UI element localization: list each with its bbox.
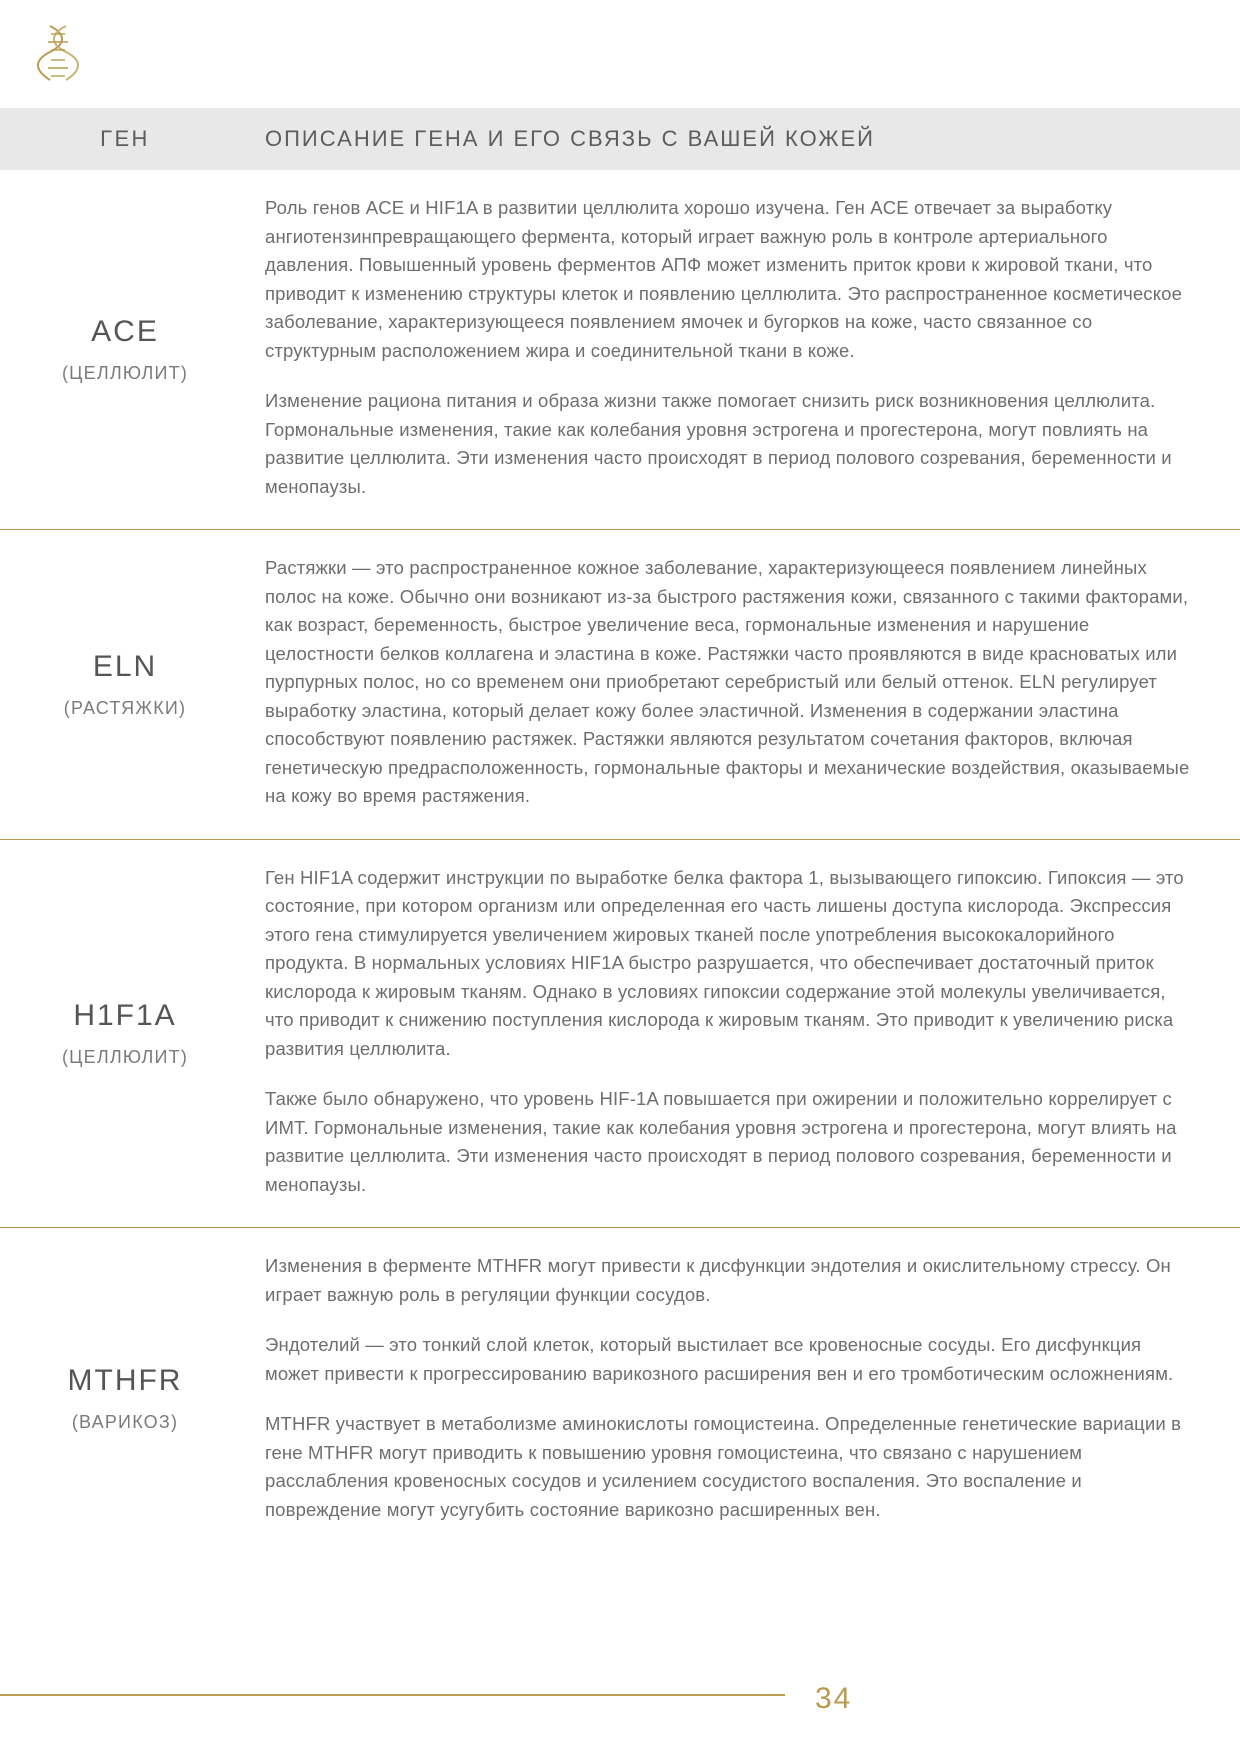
description-paragraph: Также было обнаружено, что уровень HIF-1A повышается при ожирении и положительно коррелирует с ИМТ. Гормональные изменения, такие как колебания уровня эстрогена и прогестерона, могут влиять на развитие целлюлита. Эти изменения часто происходят в период полового созревания, беременности и менопаузы. — [265, 1088, 1177, 1195]
gene-cell — [0, 999, 250, 1068]
column-header-description: ОПИСАНИЕ ГЕНА И ЕГО СВЯЗЬ С ВАШЕЙ КОЖЕЙ — [265, 126, 875, 151]
gene-name: ACE — [91, 315, 159, 348]
gene-name: ELN — [92, 649, 158, 683]
gene-cell — [0, 650, 250, 719]
page-number: 34 — [815, 1682, 853, 1715]
gene-description — [250, 1228, 1240, 1552]
gene-cell — [0, 1364, 250, 1433]
description-paragraph: Эндотелий — это тонкий слой клеток, который выстилает все кровеносные сосуды. Его дисфункция может привести к прогрессированию варикозного расширения вен и его тромботическим осложнениям. — [265, 1334, 1174, 1384]
page-header — [0, 0, 1240, 108]
gene-name: MTHFR — [67, 1363, 183, 1397]
description-paragraph: MTHFR участвует в метаболизме аминокислоты гомоцистеина. Определенные генетические вариации в гене MTHFR могут приводить к повышению уровня гомоцистеина, что связано с нарушением расслабления кровеносных сосудов и усилением сосудистого воспаления. Это воспаление и повреждение могут усугубить состояние варикозно расширенных вен. — [265, 1413, 1182, 1520]
page-footer — [0, 1634, 1240, 1754]
column-header-gene: ГЕН — [100, 126, 150, 151]
description-paragraph: Изменение рациона питания и образа жизни также помогает снизить риск возникновения целлюлита. Гормональные изменения, такие как колебания уровня эстрогена и прогестерона, могут повлиять на развитие целлюлита. Эти изменения часто происходят в период полового созревания, беременности и менопаузы. — [265, 390, 1172, 497]
table-row — [0, 1228, 1240, 1568]
description-paragraph: Растяжки — это распространенное кожное заболевание, характеризующееся появлением линейных полос на коже. Обычно они возникают из-за быстрого растяжения кожи, связанного с такими факторами, как возраст, беременность, быстрое увеличение веса, гормональные изменения и нарушение целостности белков коллагена и эластина в коже. Растяжки часто проявляются в виде красноватых или пурпурных полос, но со временем они приобретают серебристый или белый оттенок. ELN регулирует выработку эластина, который делает кожу более эластичной. Изменения в содержании эластина способствуют появлению растяжек. Растяжки являются результатом сочетания факторов, включая генетическую предрасположенность, гормональные факторы и механические воздействия, оказываемые на кожу во время растяжения. — [265, 557, 1190, 806]
gene-condition: (ЦЕЛЛЮЛИТ) — [61, 1046, 189, 1067]
gene-name: H1F1A — [73, 998, 177, 1032]
gene-description — [250, 530, 1240, 839]
gene-table-body — [0, 170, 1240, 1568]
table-header-row — [0, 108, 1240, 170]
gene-condition: (РАСТЯЖКИ) — [63, 697, 187, 718]
description-paragraph: Изменения в ферменте MTHFR могут привести к дисфункции эндотелия и окислительному стрессу. Он играет важную роль в регуляции функции сосудов. — [265, 1255, 1171, 1305]
table-row — [0, 170, 1240, 530]
gene-description — [250, 170, 1240, 529]
dna-helix-icon — [36, 22, 82, 84]
description-paragraph: Ген HIF1A содержит инструкции по выработке белка фактора 1, вызывающего гипоксию. Гипоксия — это состояние, при котором организм или определенная его часть лишены доступа кислорода. Экспрессия этого гена стимулируется увеличением жировых тканей после употребления высококалорийного продукта. В нормальных условиях HIF1A быстро разрушается, что обеспечивает достаточный приток кислорода к жировым тканям. Однако в условиях гипоксии содержание этой молекулы увеличивается, что приводит к снижению поступления кислорода к жировым тканям. Это приводит к увеличению риска развития целлюлита. — [265, 866, 1184, 1059]
description-paragraph: Роль генов ACE и HIF1A в развитии целлюлита хорошо изучена. Ген ACE отвечает за выработку ангиотензинпревращающего фермента, который играет важную роль в контроле артериального давления. Повышенный уровень ферментов АПФ может изменить приток крови к жировой ткани, что приводит к изменению структуры клеток и появлению целлюлита. Это распространенное косметическое заболевание, характеризующееся появлением ямочек и бугорков на коже, часто связанное со структурным расположением жира и соединительной ткани в коже. — [265, 197, 1183, 361]
gene-description — [250, 840, 1240, 1228]
gene-condition: (ВАРИКОЗ) — [71, 1411, 179, 1432]
table-row — [0, 840, 1240, 1229]
gene-cell — [0, 315, 250, 384]
footer-divider — [0, 1694, 785, 1696]
table-row — [0, 530, 1240, 840]
gene-condition: (ЦЕЛЛЮЛИТ) — [61, 363, 189, 383]
